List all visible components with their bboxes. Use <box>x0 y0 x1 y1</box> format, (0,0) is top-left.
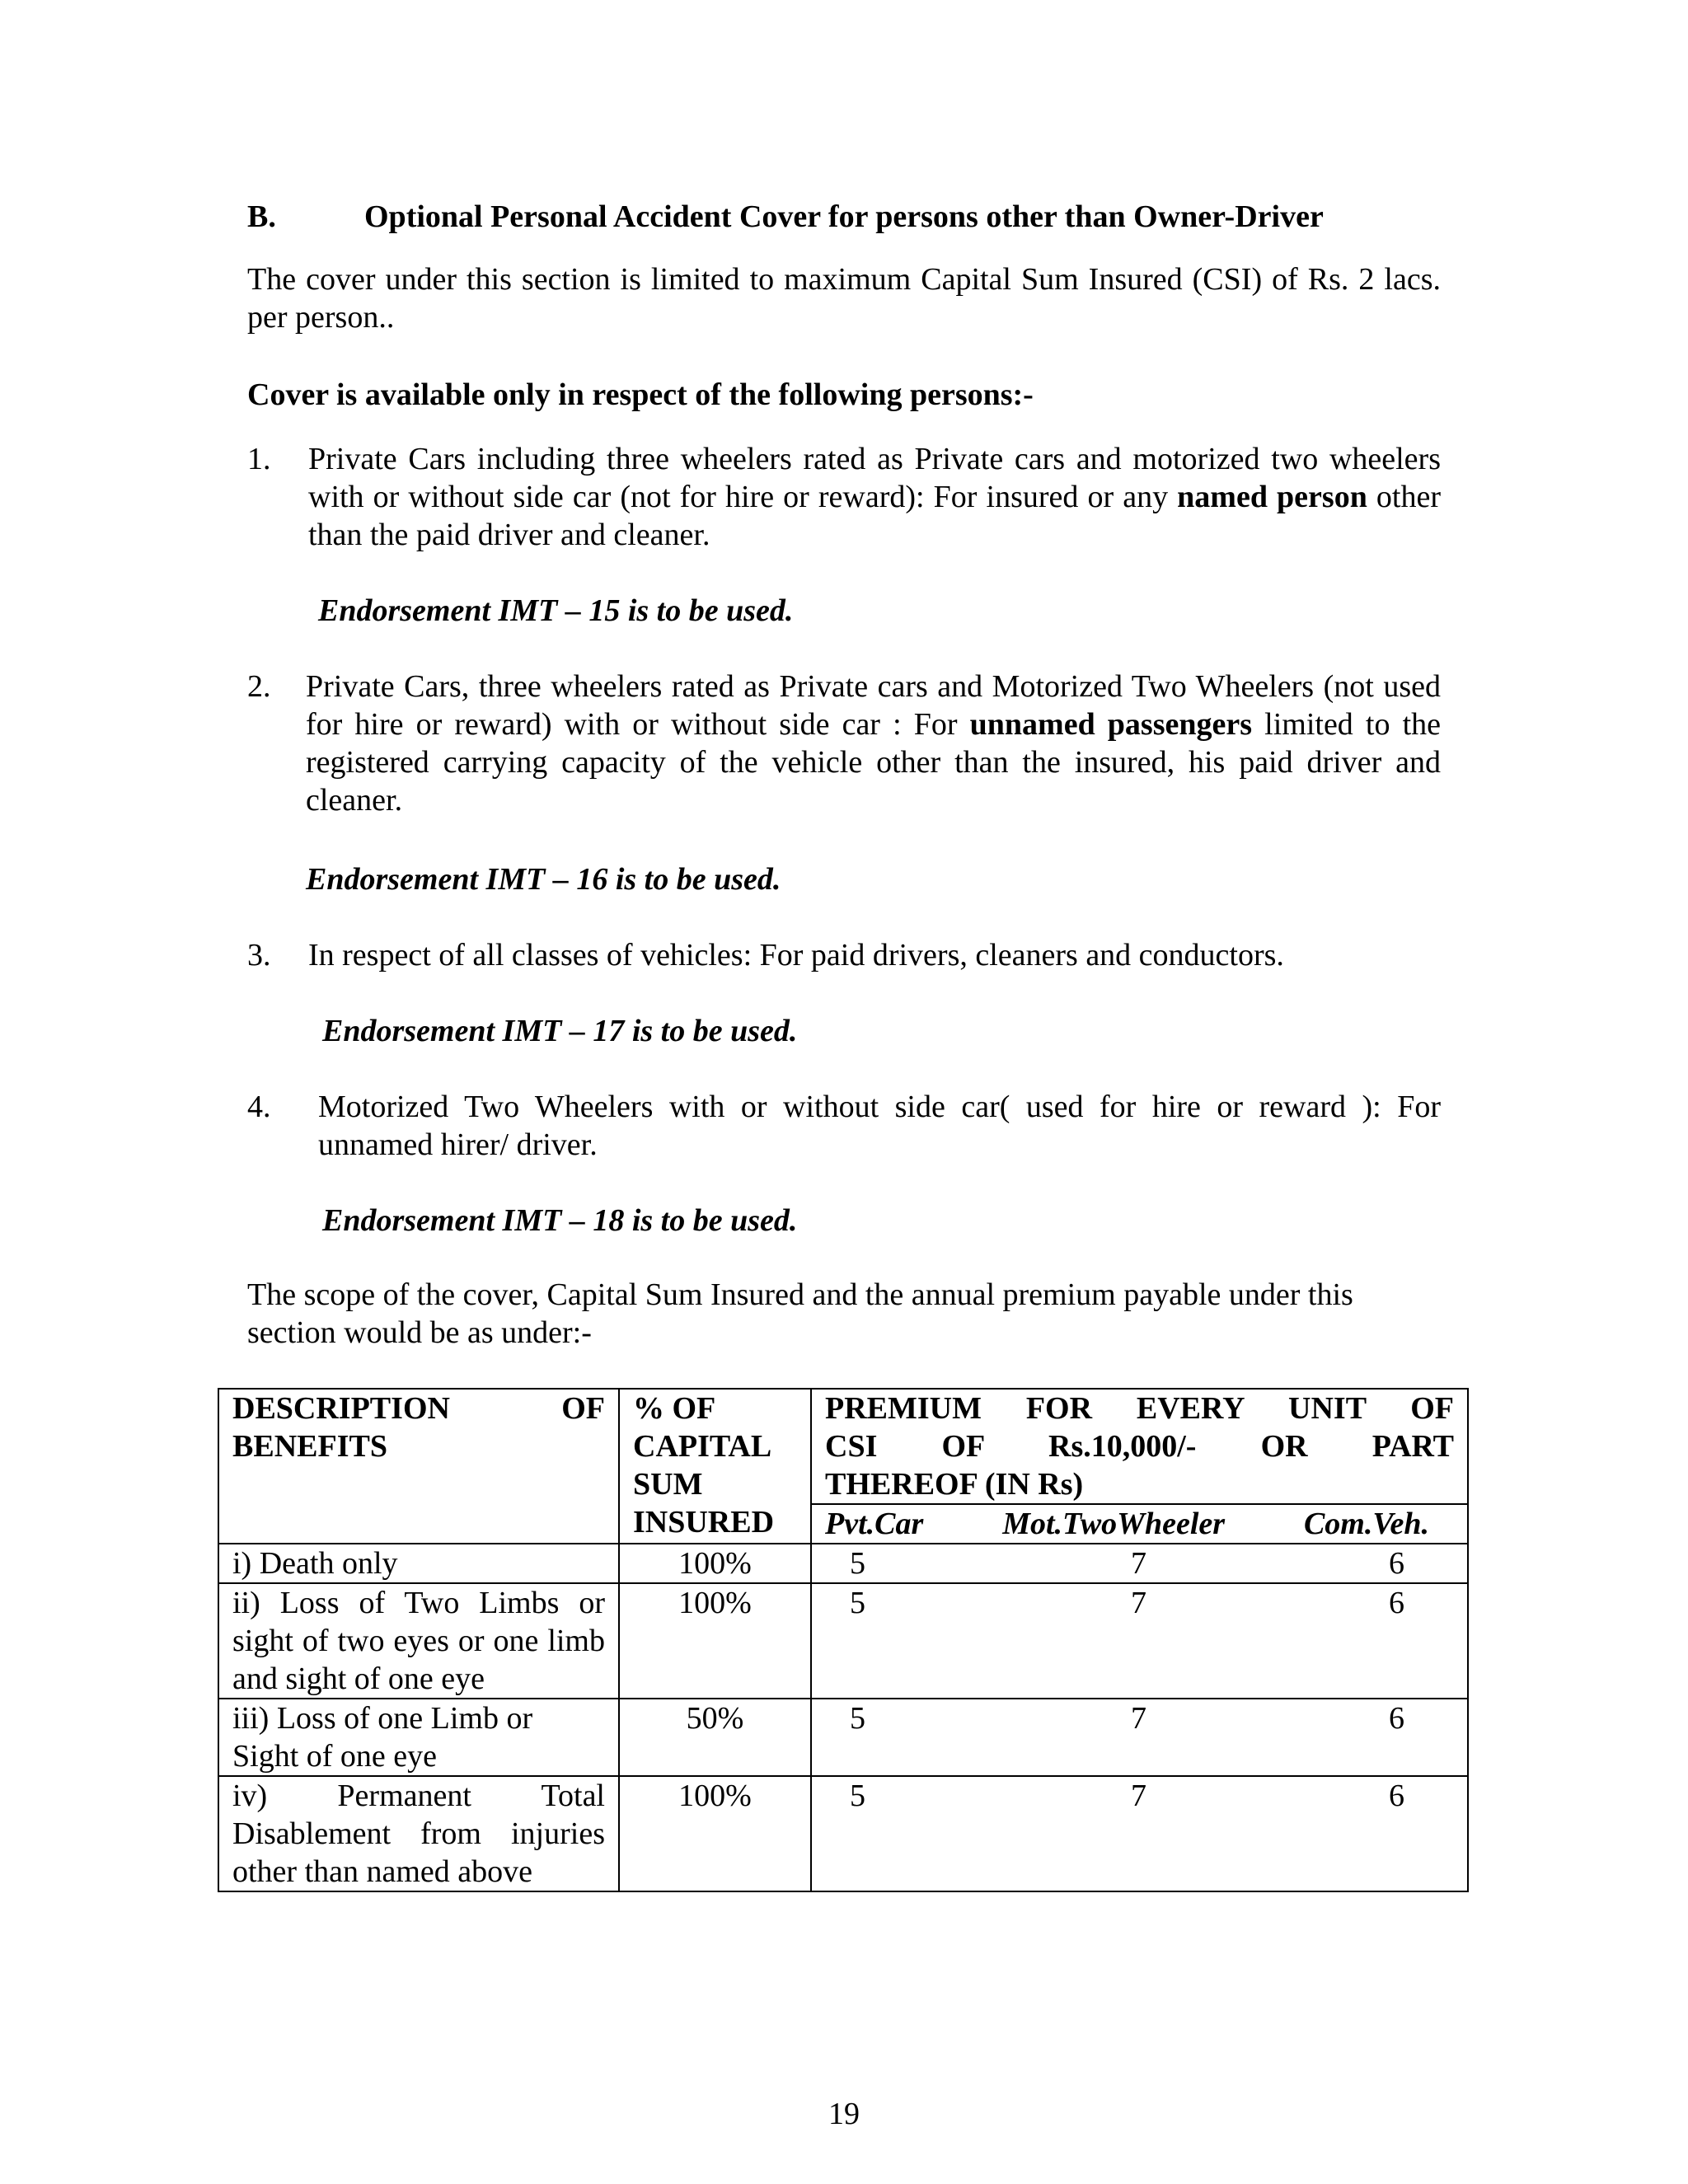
list-item <box>247 936 1441 974</box>
section-letter: B. <box>247 199 276 234</box>
header-premium-line1: PREMIUM FOR EVERY UNIT OF <box>825 1391 1454 1426</box>
row-com-veh: 6 <box>1389 1779 1404 1813</box>
row-percent: 100% <box>619 1583 811 1699</box>
scope-paragraph: The scope of the cover, Capital Sum Insured and the annual premium payable under this section would be as under:- <box>247 1277 1353 1350</box>
header-description-line1: DESCRIPTION OF <box>232 1391 605 1426</box>
list-item <box>247 440 1441 554</box>
list-item-text-b: other than the paid driver and cleaner. <box>308 480 1441 552</box>
row-pvt-car: 5 <box>850 1779 865 1813</box>
header-description <box>218 1389 619 1544</box>
row-two-wheeler: 7 <box>1131 1701 1146 1736</box>
list-item-text <box>306 668 1441 819</box>
intro-paragraph: The cover under this section is limited to maximum Capital Sum Insured (CSI) of Rs. 2 lacs. per person.. <box>247 262 1441 335</box>
header-premium <box>811 1389 1468 1504</box>
benefits-table <box>218 1388 1469 1892</box>
row-com-veh: 6 <box>1389 1701 1404 1736</box>
list-item-text-b: limited to the registered carrying capacity of the vehicle other than the insured, his paid driver and cleaner. <box>306 707 1442 818</box>
row-premiums <box>811 1544 1468 1583</box>
row-premiums <box>811 1583 1468 1699</box>
list-item <box>247 668 1441 819</box>
page-number: 19 <box>828 2097 860 2131</box>
row-pvt-car: 5 <box>850 1701 865 1736</box>
header-com-veh: Com.Veh. <box>1303 1507 1429 1541</box>
endorsement-note: Endorsement IMT – 15 is to be used. <box>318 593 794 628</box>
list-item-number: 4. <box>247 1090 271 1124</box>
header-description-line2: BENEFITS <box>232 1429 387 1464</box>
list-item-number: 3. <box>247 938 271 972</box>
row-percent: 100% <box>619 1776 811 1891</box>
row-two-wheeler: 7 <box>1131 1586 1146 1620</box>
row-premiums <box>811 1776 1468 1891</box>
row-pvt-car: 5 <box>850 1546 865 1581</box>
endorsement-note: Endorsement IMT – 18 is to be used. <box>322 1203 798 1238</box>
row-description: ii) Loss of Two Limbs or sight of two eyes or one limb and sight of one eye <box>218 1583 619 1699</box>
table-row <box>218 1699 1468 1776</box>
list-item-bold: named person <box>1177 480 1367 514</box>
row-description: i) Death only <box>218 1544 619 1583</box>
table-row <box>218 1776 1468 1891</box>
list-item-text: In respect of all classes of vehicles: For paid drivers, cleaners and conductors. <box>308 938 1284 972</box>
header-pvt-car: Pvt.Car <box>825 1507 924 1541</box>
list-item-text-a: Private Cars, three wheelers rated as Private cars and Motorized Two Wheelers (not used for hire or reward) with or without side car : For <box>306 669 1441 742</box>
table-row <box>218 1544 1468 1583</box>
row-com-veh: 6 <box>1389 1546 1404 1581</box>
endorsement-note: Endorsement IMT – 17 is to be used. <box>322 1014 798 1048</box>
header-vehicle-types <box>811 1504 1468 1544</box>
list-item-text <box>308 440 1441 554</box>
row-description: iv) Permanent Total Disablement from injuries other than named above <box>218 1776 619 1891</box>
row-percent: 50% <box>619 1699 811 1776</box>
list-item-bold: unnamed passengers <box>969 707 1253 742</box>
header-percent: % OF CAPITAL SUM INSURED <box>619 1389 811 1544</box>
section-title: Optional Personal Accident Cover for persons other than Owner-Driver <box>364 199 1324 234</box>
cover-heading: Cover is available only in respect of the following persons:- <box>247 377 1034 412</box>
row-premiums <box>811 1699 1468 1776</box>
list-item-number: 1. <box>247 442 271 476</box>
table-row <box>218 1583 1468 1699</box>
list-item-text: Motorized Two Wheelers with or without side car( used for hire or reward ): For unnamed hirer/ driver. <box>318 1090 1441 1162</box>
header-premium-line3: THEREOF (IN Rs) <box>825 1467 1084 1502</box>
header-premium-line2: CSI OF Rs.10,000/- OR PART <box>825 1429 1454 1464</box>
row-com-veh: 6 <box>1389 1586 1404 1620</box>
endorsement-note: Endorsement IMT – 16 is to be used. <box>306 862 781 897</box>
row-description: iii) Loss of one Limb or Sight of one eye <box>218 1699 619 1776</box>
row-percent: 100% <box>619 1544 811 1583</box>
list-item-text-a: Private Cars including three wheelers rated as Private cars and motorized two wheelers with or without side car (not for hire or reward): For insured or any <box>308 442 1441 514</box>
row-two-wheeler: 7 <box>1131 1779 1146 1813</box>
list-item <box>247 1088 1441 1164</box>
row-pvt-car: 5 <box>850 1586 865 1620</box>
section-heading <box>247 198 1441 236</box>
row-two-wheeler: 7 <box>1131 1546 1146 1581</box>
header-two-wheeler: Mot.TwoWheeler <box>1002 1507 1226 1541</box>
table-header-row <box>218 1389 1468 1504</box>
list-item-number: 2. <box>247 669 271 704</box>
